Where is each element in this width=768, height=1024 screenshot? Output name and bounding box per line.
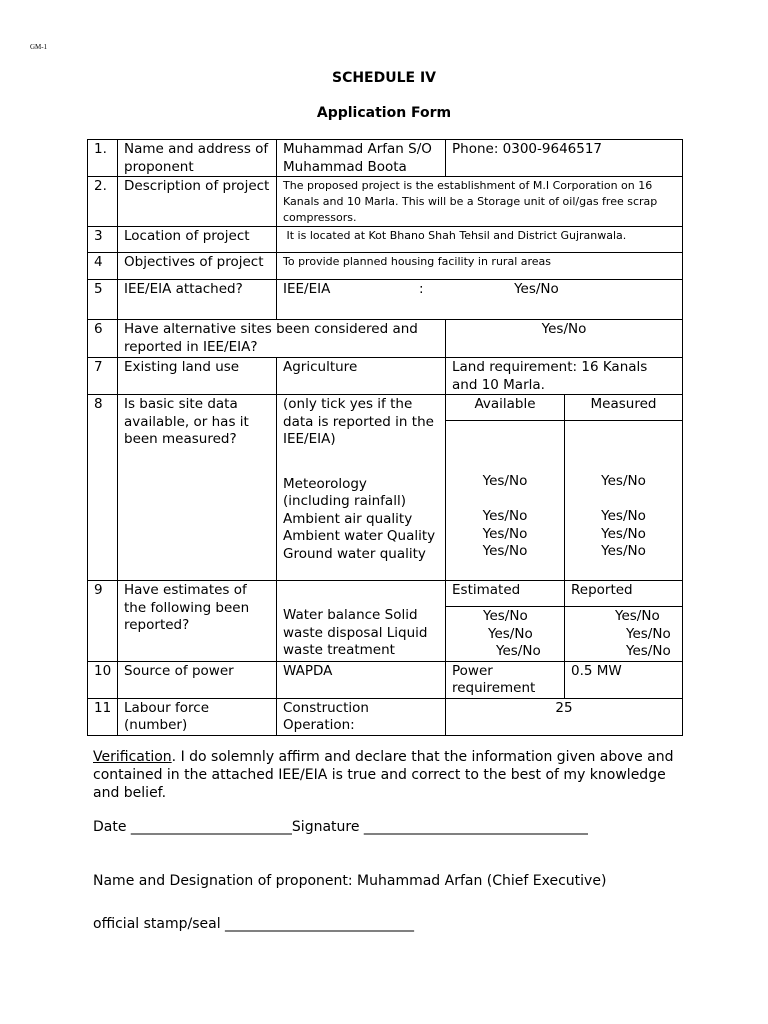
- measured-values: [565, 421, 683, 581]
- field-label: Existing land use: [118, 358, 277, 395]
- field-label: Source of power: [118, 661, 277, 698]
- table-row: [88, 320, 683, 358]
- yes-no-value: Yes/No: [601, 543, 646, 559]
- row-number: 6: [88, 320, 118, 358]
- schedule-heading: SCHEDULE IV: [331, 70, 437, 86]
- field-label: Have alternative sites been considered and reported in IEE/EIA?: [118, 320, 446, 358]
- yes-no-value: Yes/No: [615, 608, 660, 624]
- table-row: [88, 280, 683, 320]
- yes-no-value: Yes/No: [482, 508, 528, 524]
- site-data-note: (only tick yes if the data is reported in the IEE/EIA): [283, 396, 434, 447]
- yes-no-value: Yes/No: [482, 473, 528, 489]
- verification-title: Verification: [93, 749, 172, 765]
- labour-count: 25: [446, 698, 683, 735]
- labour-construction: Construction: [283, 699, 369, 716]
- yes-no-value: Yes/No: [482, 543, 528, 559]
- estimates-items: Water balance Solid waste disposal Liquid waste treatment: [283, 607, 428, 658]
- yes-no-value: Yes/No: [482, 525, 528, 542]
- proponent-name: Muhammad Arfan S/O Muhammad Boota: [277, 140, 446, 177]
- site-data-item: Meteorology: [283, 475, 367, 492]
- available-header: Available: [446, 395, 565, 421]
- land-use-value: Agriculture: [277, 358, 446, 395]
- document-code: GM-1: [30, 43, 48, 51]
- power-requirement-value: 0.5 MW: [565, 661, 683, 698]
- iee-eia-label: IEE/EIA: [283, 281, 331, 297]
- field-label: Name and address of proponent: [118, 140, 277, 177]
- date-signature-line: Date _______________________Signature ________________________________: [93, 819, 588, 835]
- site-data-item: Ground water quality: [283, 545, 426, 562]
- reported-header: Reported: [565, 581, 683, 607]
- row-number: 9: [88, 581, 118, 662]
- row-number: 11: [88, 698, 118, 735]
- table-row: [88, 177, 683, 227]
- estimates-cell: [277, 581, 446, 662]
- yes-no-value: Yes/No: [626, 625, 671, 642]
- row-number: 8: [88, 395, 118, 581]
- yes-no-value: Yes/No: [626, 643, 671, 659]
- estimated-values: [446, 607, 565, 662]
- row-number: 2.: [88, 177, 118, 227]
- verification-text: . I do solemnly affirm and declare that the information given above and contained in the attached IEE/EIA is true and correct to the best of my knowledge and belief.: [93, 749, 674, 801]
- site-data-cell: [277, 395, 446, 581]
- table-row: [88, 227, 683, 253]
- application-table: [87, 139, 683, 736]
- yes-no-value: Yes/No: [483, 608, 528, 624]
- name-designation-line: Name and Designation of proponent: Muhammad Arfan (Chief Executive): [93, 873, 607, 889]
- table-row: [88, 140, 683, 177]
- table-row: [88, 253, 683, 280]
- iee-eia-attached: [277, 280, 683, 320]
- yes-no-value: Yes/No: [601, 525, 646, 542]
- iee-eia-colon: :: [418, 281, 424, 297]
- yes-no-value: Yes/No: [601, 473, 646, 489]
- table-row: [88, 395, 683, 421]
- alternative-sites-yesno: Yes/No: [446, 320, 683, 358]
- yes-no-value: Yes/No: [488, 625, 533, 642]
- form-title: Application Form: [316, 105, 452, 121]
- row-number: 5: [88, 280, 118, 320]
- site-data-item: Ambient water Quality: [283, 528, 436, 544]
- proponent-phone: Phone: 0300-9646517: [446, 140, 683, 177]
- available-values: [446, 421, 565, 581]
- table-row: [88, 358, 683, 395]
- table-row: [88, 661, 683, 698]
- project-objectives: To provide planned housing facility in rural areas: [277, 253, 683, 280]
- row-number: 3: [88, 227, 118, 253]
- labour-operation: Operation:: [283, 717, 355, 733]
- field-label: IEE/EIA attached?: [118, 280, 277, 320]
- stamp-seal-line: official stamp/seal ___________________________: [93, 916, 415, 932]
- row-number: 10: [88, 661, 118, 698]
- yes-no-value: Yes/No: [496, 643, 541, 659]
- row-number: 4: [88, 253, 118, 280]
- site-data-item: Ambient air quality: [283, 510, 413, 527]
- row-number: 1.: [88, 140, 118, 177]
- field-label: Objectives of project: [118, 253, 277, 280]
- iee-eia-yesno: Yes/No: [514, 281, 559, 297]
- measured-header: Measured: [565, 395, 683, 421]
- project-location: It is located at Kot Bhano Shah Tehsil and District Gujranwala.: [277, 227, 683, 253]
- labour-type: [277, 698, 446, 735]
- power-requirement-label: Power requirement: [446, 661, 565, 698]
- project-description: The proposed project is the establishment of M.I Corporation on 16 Kanals and 10 Marla. This will be a Storage unit of oil/gas free scrap compressors.: [277, 177, 683, 227]
- verification-paragraph: [93, 748, 693, 802]
- table-row: [88, 581, 683, 607]
- field-label: Description of project: [118, 177, 277, 227]
- field-label: Have estimates of the following been reported?: [118, 581, 277, 662]
- table-row: [88, 698, 683, 735]
- field-label: Is basic site data available, or has it been measured?: [118, 395, 277, 581]
- yes-no-value: Yes/No: [601, 508, 646, 524]
- row-number: 7: [88, 358, 118, 395]
- site-data-item: (including rainfall): [283, 493, 406, 509]
- field-label: Labour force (number): [118, 698, 277, 735]
- land-requirement: Land requirement: 16 Kanals and 10 Marla.: [446, 358, 683, 395]
- reported-values: [565, 607, 683, 662]
- estimated-header: Estimated: [446, 581, 565, 607]
- field-label: Location of project: [118, 227, 277, 253]
- power-source: WAPDA: [277, 661, 446, 698]
